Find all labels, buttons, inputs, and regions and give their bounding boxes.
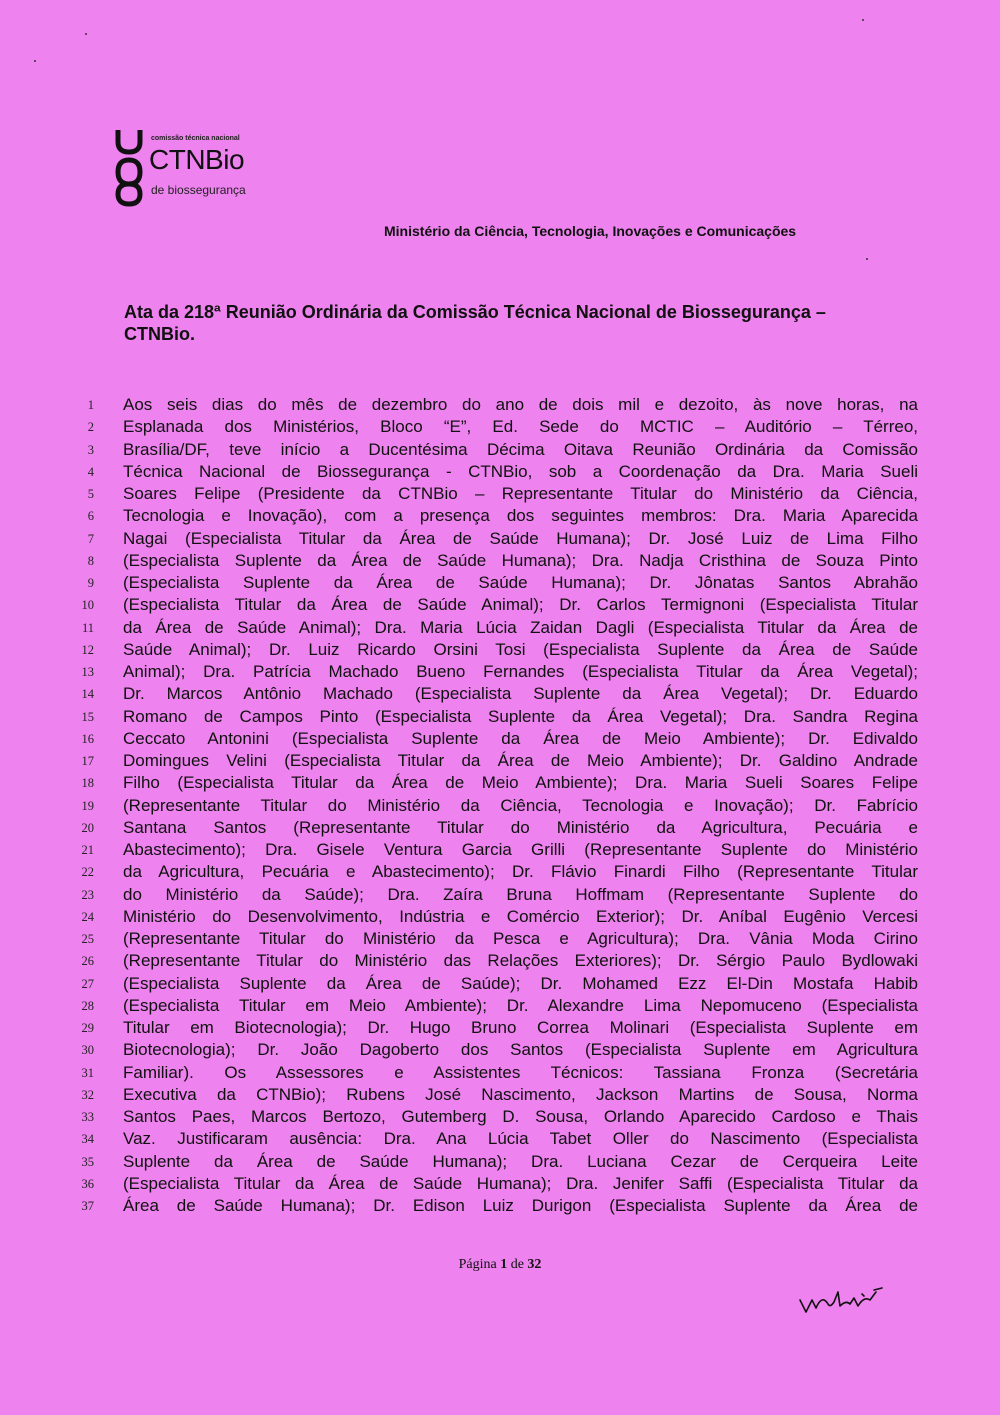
line-text: Abastecimento); Dra. Gisele Ventura Garcia Grilli (Representante Suplente do Ministério: [123, 840, 918, 859]
line-text: Animal); Dra. Patrícia Machado Bueno Fernandes (Especialista Titular da Área Vegetal);: [123, 662, 918, 681]
line-number: 11: [81, 620, 94, 635]
minutes-line: [0, 839, 1000, 861]
line-number: 3: [87, 442, 94, 457]
line-text: (Especialista Suplente da Área de Saúde Humana); Dra. Nadja Cristhina de Souza Pinto: [123, 550, 918, 570]
minutes-line: [0, 950, 1000, 972]
line-text: (Especialista Titular da Área de Saúde Humana); Dra. Jenifer Saffi (Especialista Titular da: [123, 1173, 918, 1193]
minutes-line: [0, 728, 1000, 750]
line-text: Filho (Especialista Titular da Área de Meio Ambiente); Dra. Maria Sueli Soares Felipe: [123, 773, 918, 793]
line-number: 8: [87, 553, 94, 568]
line-number: 32: [81, 1087, 94, 1102]
line-number: 23: [81, 887, 94, 902]
line-text: (Representante Titular do Ministério da Pesca e Agricultura); Dra. Vânia Moda Cirino: [123, 929, 918, 948]
line-number: 16: [81, 731, 94, 746]
line-text: Romano de Campos Pinto (Especialista Suplente da Área Vegetal); Dra. Sandra Regina: [123, 706, 918, 726]
line-number: 5: [87, 487, 94, 501]
line-number: 1: [87, 398, 94, 412]
line-number: 28: [81, 998, 94, 1013]
line-text: Ceccato Antonini (Especialista Suplente da Área de Meio Ambiente); Dr. Edivaldo: [123, 728, 918, 748]
scan-speck: [862, 19, 864, 21]
minutes-line: [0, 1039, 1000, 1061]
logo-tagline-bottom: de biossegurança: [151, 183, 246, 197]
page-total: 32: [527, 1257, 542, 1272]
minutes-line: [0, 505, 1000, 527]
line-number: 12: [81, 642, 94, 657]
line-number: 29: [81, 1021, 94, 1035]
line-number: 13: [81, 665, 94, 679]
minutes-line: [0, 683, 1000, 705]
minutes-line: [0, 416, 1000, 438]
line-text: Biotecnologia); Dr. João Dagoberto dos Santos (Especialista Suplente em Agricultura: [123, 1040, 918, 1060]
line-number: 30: [81, 1043, 94, 1058]
line-number: 36: [81, 1176, 94, 1191]
line-number: 19: [81, 798, 94, 813]
line-number: 6: [87, 509, 94, 524]
logo-brand-name: CTNBio: [149, 144, 245, 175]
line-text: da Área de Saúde Animal); Dra. Maria Lúcia Zaidan Dagli (Especialista Titular da Área de: [123, 617, 918, 637]
page-label: Página: [458, 1257, 497, 1272]
line-number: 4: [87, 464, 94, 479]
minutes-line: [0, 906, 1000, 928]
line-text: da Agricultura, Pecuária e Abastecimento); Dr. Flávio Finardi Filho (Representante Titular: [123, 862, 918, 882]
scan-speck: [34, 60, 36, 62]
handwritten-signature: [798, 1278, 888, 1318]
minutes-line: [0, 706, 1000, 728]
minutes-line: [0, 973, 1000, 995]
line-number: 10: [81, 598, 94, 613]
dna-helix-icon: [114, 128, 144, 208]
line-number: 2: [87, 420, 94, 435]
line-text: (Especialista Titular em Meio Ambiente); Dr. Alexandre Lima Nepomuceno (Especialista: [123, 995, 918, 1015]
minutes-line: [0, 750, 1000, 772]
minutes-line: [0, 861, 1000, 883]
minutes-line: [0, 661, 1000, 683]
line-text: (Especialista Suplente da Área de Saúde Humana); Dr. Jônatas Santos Abrahão: [123, 573, 918, 592]
ctnbio-logo: [114, 128, 274, 208]
line-text: (Especialista Suplente da Área de Saúde); Dr. Mohamed Ezz El-Din Mostafa Habib: [123, 973, 918, 993]
minutes-line: [0, 639, 1000, 661]
minutes-line: [0, 1151, 1000, 1173]
line-number: 17: [81, 754, 94, 768]
line-number: 20: [81, 820, 94, 835]
line-text: Brasília/DF, teve início a Ducentésima Décima Oitava Reunião Ordinária da Comissão: [123, 439, 918, 459]
minutes-line: [0, 394, 1000, 416]
line-text: Dr. Marcos Antônio Machado (Especialista Suplente da Área Vegetal); Dr. Eduardo: [123, 684, 918, 704]
line-number: 15: [81, 709, 94, 724]
line-number: 18: [81, 776, 94, 791]
title-line: Ata da 218ª Reunião Ordinária da Comissão Técnica Nacional de Biossegurança –: [124, 302, 826, 322]
page-separator: de: [510, 1257, 524, 1272]
line-text: Área de Saúde Humana); Dr. Edison Luiz Durigon (Especialista Suplente da Área de: [123, 1196, 918, 1215]
ministry-header: Ministério da Ciência, Tecnologia, Inovações e Comunicações: [384, 223, 797, 239]
line-number: 34: [81, 1132, 94, 1147]
line-text: Saúde Animal); Dr. Luiz Ricardo Orsini Tosi (Especialista Suplente da Área de Saúde: [123, 639, 918, 659]
line-number: 22: [81, 865, 94, 880]
line-text: Titular em Biotecnologia); Dr. Hugo Bruno Correa Molinari (Especialista Suplente em: [123, 1018, 918, 1037]
minutes-line: [0, 817, 1000, 839]
line-text: Nagai (Especialista Titular da Área de Saúde Humana); Dr. José Luiz de Lima Filho: [123, 528, 918, 548]
page-current: 1: [500, 1257, 508, 1272]
minutes-line: [0, 1062, 1000, 1084]
logo-tagline-top: comissão técnica nacional: [151, 135, 240, 142]
line-text: Tecnologia e Inovação), com a presença dos seguintes membros: Dra. Maria Aparecida: [123, 506, 918, 526]
line-number: 37: [81, 1199, 94, 1213]
line-text: Aos seis dias do mês de dezembro do ano de dois mil e dezoito, às nove horas, na: [123, 395, 918, 414]
line-text: do Ministério da Saúde); Dra. Zaíra Bruna Hoffmam (Representante Suplente do: [123, 884, 918, 904]
line-text: Esplanada dos Ministérios, Bloco “E”, Ed. Sede do MCTIC – Auditório – Térreo,: [123, 417, 918, 437]
minutes-line: [0, 995, 1000, 1017]
line-text: Suplente da Área de Saúde Humana); Dra. Luciana Cezar de Cerqueira Leite: [123, 1151, 918, 1171]
minutes-line: [0, 1106, 1000, 1128]
line-number: 35: [81, 1154, 94, 1169]
line-text: Santana Santos (Representante Titular do Ministério da Agricultura, Pecuária e: [123, 817, 918, 837]
minutes-line: [0, 528, 1000, 550]
document-title: [124, 301, 924, 345]
line-number: 24: [81, 909, 94, 924]
minutes-line: [0, 884, 1000, 906]
minutes-line: [0, 572, 1000, 594]
minutes-line: [0, 795, 1000, 817]
line-text: Vaz. Justificaram ausência: Dra. Ana Lúcia Tabet Oller do Nascimento (Especialista: [123, 1129, 918, 1149]
line-text: (Representante Titular do Ministério das Relações Exteriores); Dr. Sérgio Paulo Bydlowaki: [123, 951, 918, 971]
line-text: (Representante Titular do Ministério da Ciência, Tecnologia e Inovação); Dr. Fabrício: [123, 795, 918, 815]
minutes-body: [0, 394, 1000, 1217]
line-number: 7: [87, 531, 94, 546]
minutes-line: [0, 1173, 1000, 1195]
page-footer: [0, 1257, 1000, 1273]
scan-speck: [85, 33, 87, 35]
minutes-line: [0, 617, 1000, 639]
minutes-line: [0, 483, 1000, 505]
line-number: 25: [81, 932, 94, 946]
line-text: Soares Felipe (Presidente da CTNBio – Representante Titular do Ministério da Ciência,: [123, 484, 918, 503]
minutes-line: [0, 1017, 1000, 1039]
line-text: Santos Paes, Marcos Bertozo, Gutemberg D. Sousa, Orlando Aparecido Cardoso e Thais: [123, 1107, 918, 1126]
line-number: 21: [81, 843, 94, 857]
line-number: 9: [87, 576, 94, 590]
line-number: 27: [81, 976, 94, 991]
minutes-line: [0, 772, 1000, 794]
minutes-line: [0, 461, 1000, 483]
minutes-line: [0, 1195, 1000, 1217]
line-text: Familiar). Os Assessores e Assistentes Técnicos: Tassiana Fronza (Secretária: [123, 1062, 918, 1082]
minutes-line: [0, 550, 1000, 572]
line-number: 14: [81, 687, 94, 702]
minutes-line: [0, 1128, 1000, 1150]
line-number: 26: [81, 954, 94, 969]
line-number: 33: [81, 1110, 94, 1124]
line-text: Técnica Nacional de Biossegurança - CTNBio, sob a Coordenação da Dra. Maria Sueli: [123, 461, 918, 481]
minutes-line: [0, 1084, 1000, 1106]
scan-speck: [866, 258, 868, 260]
line-text: (Especialista Titular da Área de Saúde Animal); Dr. Carlos Termignoni (Especialista Titular: [123, 595, 918, 615]
minutes-line: [0, 439, 1000, 461]
line-text: Executiva da CTNBio); Rubens José Nascimento, Jackson Martins de Sousa, Norma: [123, 1084, 918, 1104]
line-number: 31: [81, 1065, 94, 1080]
line-text: Ministério do Desenvolvimento, Indústria e Comércio Exterior); Dr. Aníbal Eugênio Vercesi: [123, 906, 918, 926]
minutes-line: [0, 594, 1000, 616]
line-text: Domingues Velini (Especialista Titular da Área de Meio Ambiente); Dr. Galdino Andrade: [123, 751, 918, 770]
title-line: CTNBio.: [124, 324, 195, 344]
minutes-line: [0, 928, 1000, 950]
